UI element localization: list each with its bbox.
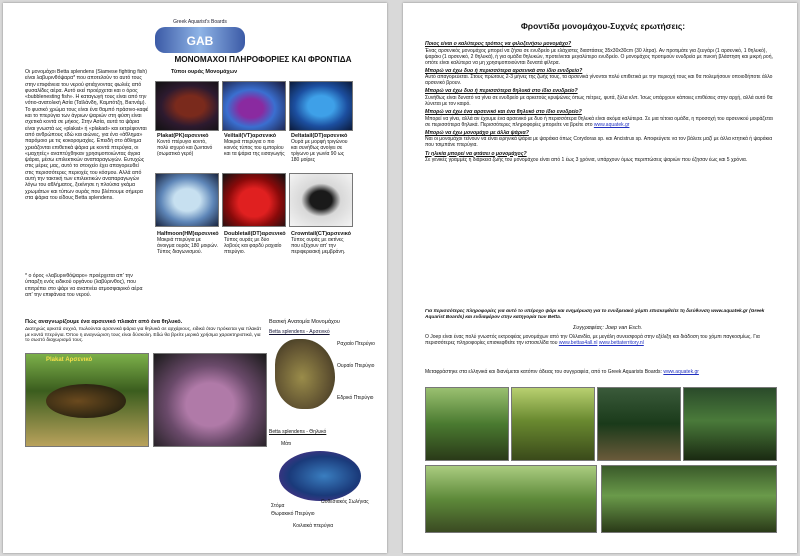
label-pectoral-fin: Θωρακικό Πτερύγιο [271, 511, 315, 517]
bettas4all-link[interactable]: www.bettas4all.nl [558, 340, 598, 347]
label-ventral-fins: Κοιλιακά πτερύγια [293, 523, 334, 529]
plakat-male-photo [25, 353, 149, 447]
intro-text: Οι μονομάχοι Betta splendens (Siamese fighting fish) είναι λαβυρινθόψαρα* που αποτελούν το αυτό τους στην επιφάνεια του νερού φτιάχνοντας φωλιές από φυσαλίδες αέρα. Αυτό εκεί προέρχεται και ο όρος «bubblenesting fish». Η καταγωγή τους είναι από την νότιο-ανατολική Ασία (Ταϊλάνδη, Καμπότζη, Βιετνάμ). Το φυσικό χρώμα τους είναι ένα θαμπό πράσινο-καφέ και το πτερύγια των άγριων ψαριών στη φύση είναι σχετικά κοντά σε μήκος. Στην Ασία, αυτά τα ψάρια είναι γνωστά ως «plakat» ή «plakad» και εκτρέφονται από ανθρώπους εδώ και αιώνες, για ένα «άθλημα» παρόμοιο με τις κοκορομαχίες. Επειδή στο άθλημα χρειάζονται επιθετικά ψάρια με κοντά πτερύγια, οι «μαχητές» αναπτύχθηκαν χρησιμοποιώντας άγρια ψάρια, μέσω επιλεκτικών αναπαραγωγών. Ευτυχώς στις μέρες μας, αυτό το στοιχείο έχει απαγορευθεί στις περισσότερες περιοχές του κόσμου. Αλλά από αυτή την τακτική των επιλεκτικών αναπαραγωγών λόγω του αθλήματος, ξεκίνησε η πλούσια γκάμα χρωμάτων και τύπων ουράς που βλέπουμε σήμερα στα ψάρια του είδους Betta splendens. [25, 69, 149, 201]
fish-photo-halfmoon [155, 173, 219, 227]
faq-answer: Αυτό απαγορεύεται. Στους πρώτους 2-3 μήνες της ζωής τους, τα αρσενικά γίνονται πολύ επιθετικά με την περιοχή τους και θα πολεμήσουν οποιοδήποτε άλλο αρσενικό βρουν. [425, 74, 773, 87]
faq-answer: Μπορεί να γίνει, αλλά αν έχουμε ένα αρσενικό με δυο ή περισσότερα θηλυκά είναι ακόμα καλύτερα. Σε μια τέτοια ομάδα, η προσοχή του αρσενικού μοιράζεται σε περισσότερα θηλυκά. Περισσότερες πληροφορίες μπορείτε να βρείτε στο [425, 115, 773, 128]
faq-title: Φροντίδα μονομάχου-Συχνές ερωτήσεις: [520, 21, 686, 31]
fish-photo-crowntail [289, 173, 353, 227]
anatomy-female-fish [279, 451, 361, 501]
translation-text: Μεταφράστηκε στα ελληνικά και διανέμεται κατόπιν άδειας του συγγραφέα, από το Greek Aquarists Boards: [425, 369, 662, 375]
faq-item [425, 41, 779, 66]
aquatek-footer-link[interactable]: www.aquatek.gr [663, 369, 699, 375]
about-author [425, 334, 779, 346]
logo-text: GAB [186, 34, 214, 48]
faq-item [425, 151, 779, 164]
faq-item [425, 109, 779, 128]
aquarium-photo-4 [683, 387, 777, 461]
aquarium-photo-2 [511, 387, 595, 461]
label-mouth: Στόμα [271, 503, 285, 509]
fish-caption-veiltail: Veiltail(VT)αρσενικό Μακριά πτερύγια ο πιο κοινός τύπος του εμπορίου και τα ψάρια της εισαγωγής [224, 133, 285, 157]
translation-note [425, 369, 725, 375]
faq-answer: Ένας αρσενικός μονομάχος μπορεί να ζήσει σε ενυδρείο με ελάχιστες διαστάσεις 35x30x30cm (30 λίτρα). Αν προτιμάτε για ζευγάρι (1 αρσενικό, 1 θηλυκό), ψαράκι (1 αρσενικό, 2 θηλυκά), ή για ομάδα θηλυκών, προτείνεται μεγαλύτερο ενυδρείο. Ο μονομάχος προτιμούν ενυδρεία με πυκνή βλάστηση και μικρή ροή, οπότε είναι καλύτερα να μη χρησιμοποιούνται δυνατά φίλτρα. [425, 47, 773, 66]
faq-question: Μπορώ να έχω ένα αρσενικό και ένα θηλυκό στο ίδιο ενυδρείο? [425, 109, 582, 116]
aquarium-photo-3 [597, 387, 681, 461]
faq-question: Μπορώ να έχω μονομάχο με άλλα ψάρια? [425, 129, 529, 136]
right-page [403, 3, 797, 553]
faq-question: Ποιος είναι ο καλύτερος τρόπος να φιλοξενήσω μονομάχο? [425, 41, 572, 47]
fish-caption-plakat: Plakat(PK)αρσενικό Κοντό πτέρυγιο κοντό, πολύ ισχυρό και ζωντανό (σωματικά γερό) [157, 133, 213, 157]
faq-item [425, 68, 779, 87]
label-caudal-fin: Ουραίο Πτερύγιο [337, 363, 375, 369]
faq-answer: Σε γενικές γραμμές η διάρκεια ζωής του μονομάχου είναι από 1 έως 3 χρόνια, υπάρχουν όμως περιπτώσεις ψαριών που έζησαν έως και 5 χρόνια. [425, 157, 748, 164]
about-author-text: Ο Joep είναι ένας πολύ γνωστός εκτροφέας μονομάχων από την Ολλανδία, με μεγάλη συνεισφορά στην εξέλιξη και διάδοση του χόμπι παγκοσμίως. Για περισσότερες πληροφορίες επισκεφθείτε την ιστοσελίδα του [425, 334, 760, 347]
forum-note: Για περισσότερες πληροφορίες για αυτό το υπέροχο ψάρι και ενημέρωση για το ενυδρειακό χόμπι επισκεφθείτε τη διεύθυνση www.aquatek.gr (Greek Aquarist Boards) και ενδιαφέρον στην κατηγορία των Betta. [425, 309, 765, 320]
faq-answer: Ναι οι μονομάχοι τείνουν να είναι ειρηνικά ψάρια με ψαράκια όπως Corydoras sp. και Ancistrus sp. Αποφεύγετε να τον βάλετε μαζί με άλλα κτητικά ή ψαράκια που τσιμπάνε πτερύγια. [425, 136, 773, 149]
bettaterritory-link[interactable]: www.bettaterritory.nl [598, 340, 644, 347]
fish-photo-veiltail [222, 81, 286, 131]
label-eye: Μάτι [281, 441, 292, 447]
aquatek-link[interactable]: www.aquatek.gr [593, 121, 630, 128]
fish-photo-deltatail [289, 81, 353, 131]
faq-item [425, 130, 779, 149]
footnote-text: * ο όρος «λαβυρινθόψαρο» προέρχεται απ' την ύπαρξη ενός ειδικού οργάνου (λαβύρινθος), που επιτρέπει στο ψάρι να αναπνέει ατμοσφαιρικό αέρα απ' την επιφάνεια του νερού. [25, 273, 143, 298]
sexing-heading: Πώς αναγνωρίζουμε ένα αρσενικό πλακάτ από ένα θηλυκό. [25, 319, 183, 325]
sexing-text: Διατηρώς αρκετά συχνά, πωλούνται αρσενικά ψάρια για θηλυκά σε αρχάριους, ειδικά όταν πρόκειται για πλακάτ με κοντά πτερύγια. Όπου η αναγνώριση τους είναι δύσκολη. Εδώ θα βρείτε μερικά χρήσιμα χαρακτηριστικά, για το σωστό διαχωρισμό τους. [25, 327, 262, 344]
plakat-female-photo [153, 353, 267, 447]
fish-caption-halfmoon: Halfmoon(HM)αρσενικό Μακριά πτερύγια με άνοιγμα ουράς 180 μοιρών. Τύπος διαγωνισμού. [157, 231, 219, 255]
aquarium-photo-6 [601, 465, 777, 533]
faq-item [425, 88, 779, 107]
faq-question: Μπορώ να έχω δυο ή περισσότερα θηλυκά στο ίδιο ενυδρείο? [425, 88, 578, 95]
aquarium-photo-5 [425, 465, 597, 533]
anatomy-female-title: Betta splendens - Θηλυκό [269, 429, 327, 435]
anatomy-male-title: Betta splendens - Αρσενικό [269, 329, 330, 335]
left-page [3, 3, 387, 553]
aquarium-photo-1 [425, 387, 509, 461]
logo-caption: Greek Aquarist's Boards [173, 19, 227, 25]
faq-list [425, 41, 779, 163]
fish-caption-doubletail: Doubletail(DT)αρσενικό Τύπος ουράς με δύο λοβούς και φαρδύ ραχιαίο πτερύγιο. [224, 231, 286, 255]
label-anal-fin: Εδρικό Πτερύγιο [337, 395, 374, 401]
label-ovipositor: Ωοθεσιακός Σωλήνας [321, 499, 369, 505]
author-line: Συγγραφέας: Joep van Esch. [573, 325, 643, 331]
label-dorsal-fin: Ραχιαίο Πτερύγιο [337, 341, 375, 347]
fish-photo-plakat [155, 81, 219, 131]
page-title: ΜΟΝΟΜΑΧΟΙ ΠΛΗΡΟΦΟΡΙΕΣ ΚΑΙ ΦΡΟΝΤΙΔΑ [174, 55, 352, 64]
faq-question: Μπορώ να έχω δυο ή περισσότερα αρσενικά στο ίδιο ενυδρείο? [425, 67, 583, 74]
anatomy-title: Βασική Ανατομία Μονομάχου [269, 319, 340, 325]
gab-logo [155, 19, 245, 53]
fish-caption-crowntail: Crowntail(CT)αρσενικό Τύπος ουράς με ακτίνες που εξέχουν απ' την περιφερειακή μεμβράνη. [291, 231, 352, 255]
fish-caption-deltatail: Deltatail(DT)αρσενικό Ουρά με μορφή τριγώνου και συνήθως ανοίγει σε τρίγωνο με γωνία 90 ως 180 μοίρες [291, 133, 348, 163]
faq-question: Τι ηλικία μπορεί να φτάσει ο μονομάχος? [425, 150, 527, 157]
tail-types-title: Τύποι ουράς Μονομάχων [171, 69, 238, 75]
plakat-male-label: Plakat Αρσενικό [46, 357, 93, 363]
faq-answer: Συνήθως είναι δυνατό να γίνει σε ενυδρείο με αρκετούς κρυψώνες όπως πέτρες, φυτά, ξύλα κλπ. Ίσως υπάρχουν κάποιες επιθέσεις στην αρχή, αλλά αυτό θα λύνεται με τον καιρό. [425, 94, 773, 108]
fish-photo-doubletail [222, 173, 286, 227]
anatomy-male-fish [275, 339, 335, 409]
